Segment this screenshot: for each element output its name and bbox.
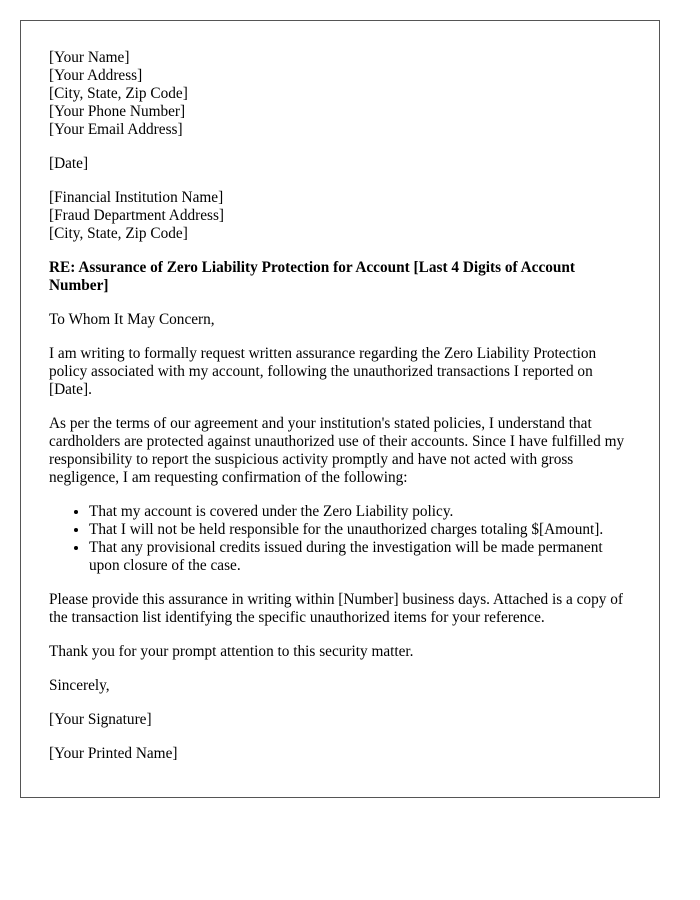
printed-name: [Your Printed Name] xyxy=(49,745,178,762)
list-item: • That my account is covered under the Zero Liability policy. xyxy=(89,503,631,521)
sender-city-state-zip: [City, State, Zip Code] xyxy=(49,85,188,102)
terms-paragraph: As per the terms of our agreement and your institution's stated policies, I understand that cardholders are protected against unauthorized use of their accounts. Since I have fulfilled my responsibility to report the suspicious activity promptly and have not acted with gross negligence, I am requesting confirmation of the following: xyxy=(49,415,625,486)
request-paragraph: Please provide this assurance in writing within [Number] business days. Attached is a copy of the transaction list identifying the specific unauthorized items for your reference. xyxy=(49,591,623,626)
subject-line: RE: Assurance of Zero Liability Protection for Account [Last 4 Digits of Account Number] xyxy=(49,259,576,294)
date-line xyxy=(49,155,631,173)
sender-address-block xyxy=(49,49,631,139)
recipient-address-block xyxy=(49,189,631,243)
sender-name: [Your Name] xyxy=(49,49,130,66)
letter-date: [Date] xyxy=(49,155,89,172)
closing: Sincerely, xyxy=(49,677,110,694)
recipient-city-state-zip: [City, State, Zip Code] xyxy=(49,225,188,242)
sender-phone: [Your Phone Number] xyxy=(49,103,186,120)
intro-paragraph: I am writing to formally request written assurance regarding the Zero Liability Protection policy associated with my account, following the unauthorized transactions I reported on [Date]. xyxy=(49,345,597,398)
signature-placeholder: [Your Signature] xyxy=(49,711,152,728)
thanks-paragraph: Thank you for your prompt attention to this security matter. xyxy=(49,643,414,660)
salutation: To Whom It May Concern, xyxy=(49,311,215,328)
recipient-institution: [Financial Institution Name] xyxy=(49,189,224,206)
confirmation-list xyxy=(49,503,631,575)
recipient-department-address: [Fraud Department Address] xyxy=(49,207,225,224)
letter-page xyxy=(20,20,660,798)
sender-address: [Your Address] xyxy=(49,67,143,84)
list-item: • That any provisional credits issued during the investigation will be made permanent upon closure of the case. xyxy=(89,539,631,575)
list-item: • That I will not be held responsible for the unauthorized charges totaling $[Amount]. xyxy=(89,521,631,539)
sender-email: [Your Email Address] xyxy=(49,121,183,138)
